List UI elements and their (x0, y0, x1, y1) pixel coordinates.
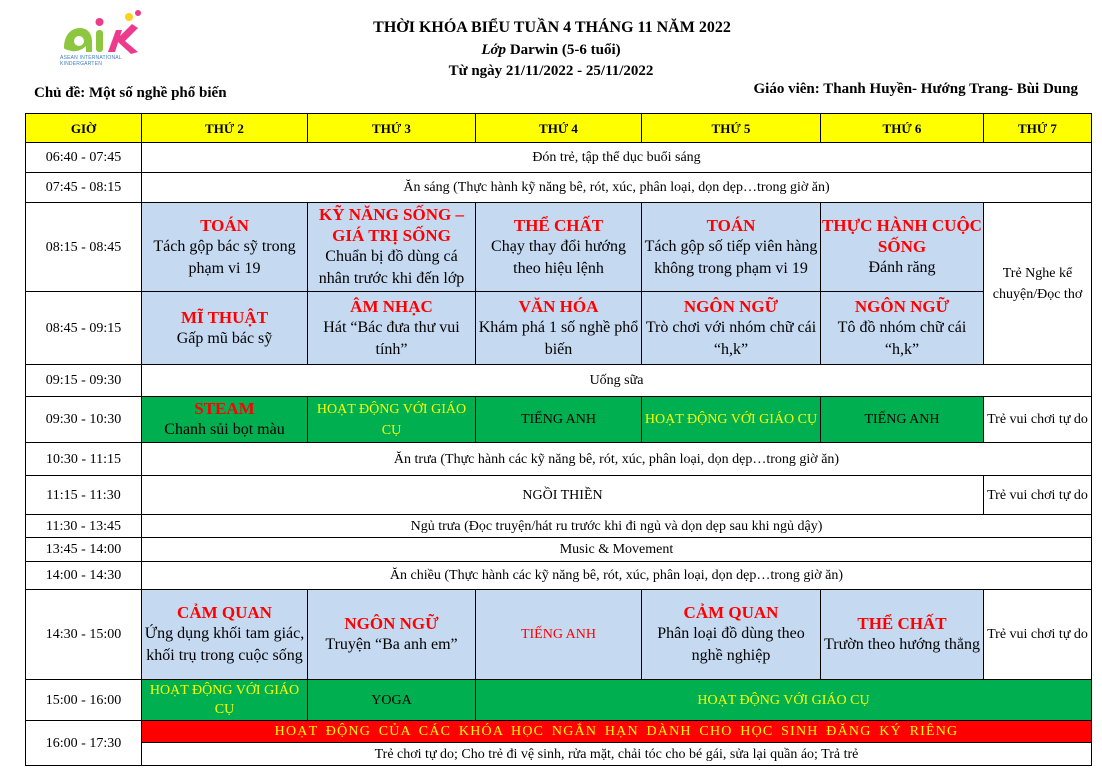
activity-cell-sat: Trẻ Nghe kể chuyện/Đọc thơ (984, 203, 1092, 365)
subject-label: VĂN HÓA (518, 296, 599, 316)
time-cell: 09:30 - 10:30 (26, 397, 142, 443)
table-row (26, 365, 1092, 397)
subject-desc: Tách gộp số tiếp viên hàng không trong phạm vi 19 (644, 237, 818, 277)
activity-cell-wed: TIẾNG ANH (476, 590, 642, 680)
activity-cell-mon (142, 590, 308, 680)
activity-cell: Trẻ chơi tự do; Cho trẻ đi vệ sinh, rửa mặt, chải tóc cho bé gái, sửa lại quần áo; Trả trẻ (142, 743, 1092, 766)
time-cell: 06:40 - 07:45 (26, 143, 142, 173)
table-row (26, 721, 1092, 743)
activity-cell-fri (821, 203, 984, 292)
activity-cell-fri (821, 292, 984, 365)
subject-label: THỂ CHẤT (513, 215, 604, 235)
table-row (26, 292, 1092, 365)
table-row (26, 143, 1092, 173)
subject-label: NGÔN NGỮ (854, 296, 950, 316)
time-cell: 09:15 - 09:30 (26, 365, 142, 397)
logo-subtext: ASEAN INTERNATIONAL KINDERGARTEN (60, 55, 122, 67)
table-row (26, 538, 1092, 562)
subject-label: TOÁN (200, 215, 249, 235)
subject-label: ÂM NHẠC (350, 296, 433, 316)
activity-cell-tue (308, 203, 476, 292)
activity-cell-wed: TIẾNG ANH (476, 397, 642, 443)
subject-desc: Gấp mũ bác sỹ (176, 329, 273, 347)
activity-cell-mon: HOẠT ĐỘNG VỚI GIÁO CỤ (142, 680, 308, 721)
time-cell: 10:30 - 11:15 (26, 443, 142, 476)
time-cell: 11:30 - 13:45 (26, 515, 142, 538)
table-row (26, 680, 1092, 721)
subject-label: KỸ NĂNG SỐNG – GIÁ TRỊ SỐNG (319, 205, 464, 245)
activity-cell: Music & Movement (142, 538, 1092, 562)
header-row (26, 114, 1092, 143)
time-cell: 14:30 - 15:00 (26, 590, 142, 680)
activity-cell-thu: HOẠT ĐỘNG VỚI GIÁO CỤ (642, 397, 821, 443)
time-cell: 08:15 - 08:45 (26, 203, 142, 292)
subject-label: CẢM QUAN (683, 603, 779, 622)
class-label: Lớp (481, 42, 507, 58)
activity-cell-mon (142, 203, 308, 292)
table-row (26, 173, 1092, 203)
activity-cell-tue: YOGA (308, 680, 476, 721)
activity-cell-thu (642, 590, 821, 680)
col-header-mon: THỨ 2 (142, 114, 308, 143)
activity-cell: Uống sữa (142, 365, 1092, 397)
time-cell: 11:15 - 11:30 (26, 476, 142, 515)
activity-cell-tue: HOẠT ĐỘNG VỚI GIÁO CỤ (308, 397, 476, 443)
activity-cell-wed (476, 203, 642, 292)
activity-cell-tue (308, 590, 476, 680)
table-row (26, 476, 1092, 515)
subject-label: THỂ CHẤT (857, 614, 947, 633)
activity-cell: Ăn sáng (Thực hành kỹ năng bê, rót, xúc, phân loại, dọn dẹp…trong giờ ăn) (142, 173, 1092, 203)
col-header-thu: THỨ 5 (642, 114, 821, 143)
subject-label: THỰC HÀNH CUỘC SỐNG (822, 216, 982, 256)
table-row (26, 590, 1092, 680)
time-cell: 15:00 - 16:00 (26, 680, 142, 721)
activity-cell-sat: Trẻ vui chơi tự do (984, 590, 1092, 680)
short-course-banner: HOẠT ĐỘNG CỦA CÁC KHÓA HỌC NGẮN HẠN DÀNH CHO HỌC SINH ĐĂNG KÝ RIÊNG (142, 721, 1092, 743)
activity-cell: Ăn chiều (Thực hành các kỹ năng bê, rót, xúc, phân loại, dọn dẹp…trong giờ ăn) (142, 562, 1092, 590)
activity-cell: Ngủ trưa (Đọc truyện/hát ru trước khi đi ngủ và dọn dẹp sau khi ngủ dậy) (142, 515, 1092, 538)
subject-desc: Phân loại đồ dùng theo nghề nghiệp (657, 625, 805, 664)
table-row (26, 203, 1092, 292)
subject-label: STEAM (194, 399, 255, 418)
table-row (26, 743, 1092, 766)
activity-cell-sat: Trẻ vui chơi tự do (984, 397, 1092, 443)
page-title: THỜI KHÓA BIỂU TUẦN 4 THÁNG 11 NĂM 2022 (373, 19, 731, 36)
activity-cell-fri: TIẾNG ANH (821, 397, 984, 443)
subject-desc: Chạy thay đổi hướng theo hiệu lệnh (491, 237, 626, 277)
subject-desc: Khám phá 1 số nghề phổ biến (478, 318, 639, 358)
activity-cell: Đón trẻ, tập thể dục buổi sáng (142, 143, 1092, 173)
subject-desc: Ứng dụng khối tam giác, khối trụ trong cuộc sống (144, 625, 305, 664)
table-row (26, 562, 1092, 590)
school-logo (58, 8, 158, 70)
subject-desc: Truyện “Ba anh em” (325, 636, 458, 653)
activity-cell-mon (142, 397, 308, 443)
theme-label: Chủ đề: Một số nghề phổ biến (34, 85, 227, 101)
activity-cell-fri (821, 590, 984, 680)
teachers-label: Giáo viên: Thanh Huyền- Hướng Trang- Bùi Dung (753, 81, 1078, 97)
class-name (0, 42, 1102, 59)
activity-cell-rest: HOẠT ĐỘNG VỚI GIÁO CỤ (476, 680, 1092, 721)
subject-desc: Tách gộp bác sỹ trong phạm vi 19 (153, 237, 296, 277)
subject-desc: Chanh sủi bọt màu (164, 421, 285, 438)
col-header-sat: THỨ 7 (984, 114, 1092, 143)
subject-label: NGÔN NGỮ (683, 296, 779, 316)
subject-desc: Trò chơi với nhóm chữ cái “h,k” (645, 318, 817, 358)
subject-desc: Chuẩn bị đồ dùng cá nhân trước khi đến lớp (318, 248, 465, 287)
subject-desc: Đánh răng (868, 259, 936, 276)
time-cell: 16:00 - 17:30 (26, 721, 142, 766)
table-row (26, 515, 1092, 538)
activity-cell-wed (476, 292, 642, 365)
activity-cell-tue (308, 292, 476, 365)
subject-label: MĨ THUẬT (180, 307, 269, 327)
subject-desc: Tô đồ nhóm chữ cái “h,k” (837, 318, 967, 358)
class-value: Darwin (5-6 tuổi) (509, 42, 621, 58)
col-header-tue: THỨ 3 (308, 114, 476, 143)
time-cell: 07:45 - 08:15 (26, 173, 142, 203)
subject-desc: Trườn theo hướng thẳng (824, 636, 980, 653)
activity-cell-sat: Trẻ vui chơi tự do (984, 476, 1092, 515)
col-header-wed: THỨ 4 (476, 114, 642, 143)
activity-cell-mon (142, 292, 308, 365)
table-row (26, 397, 1092, 443)
activity-cell: Ăn trưa (Thực hành các kỹ năng bê, rót, xúc, phân loại, dọn dẹp…trong giờ ăn) (142, 443, 1092, 476)
col-header-fri: THỨ 6 (821, 114, 984, 143)
time-cell: 08:45 - 09:15 (26, 292, 142, 365)
subject-desc: Hát “Bác đưa thư vui tính” (323, 318, 460, 358)
subject-label: TOÁN (706, 215, 756, 235)
col-header-time: GIỜ (26, 114, 142, 143)
table-row (26, 443, 1092, 476)
subject-label: CẢM QUAN (177, 603, 272, 622)
date-range: Từ ngày 21/11/2022 - 25/11/2022 (448, 63, 654, 79)
activity-cell-thu (642, 292, 821, 365)
time-cell: 14:00 - 14:30 (26, 562, 142, 590)
activity-cell-thu (642, 203, 821, 292)
time-cell: 13:45 - 14:00 (26, 538, 142, 562)
activity-cell: NGỒI THIỀN (142, 476, 984, 515)
timetable (25, 113, 1092, 766)
subject-label: NGÔN NGỮ (344, 614, 439, 633)
